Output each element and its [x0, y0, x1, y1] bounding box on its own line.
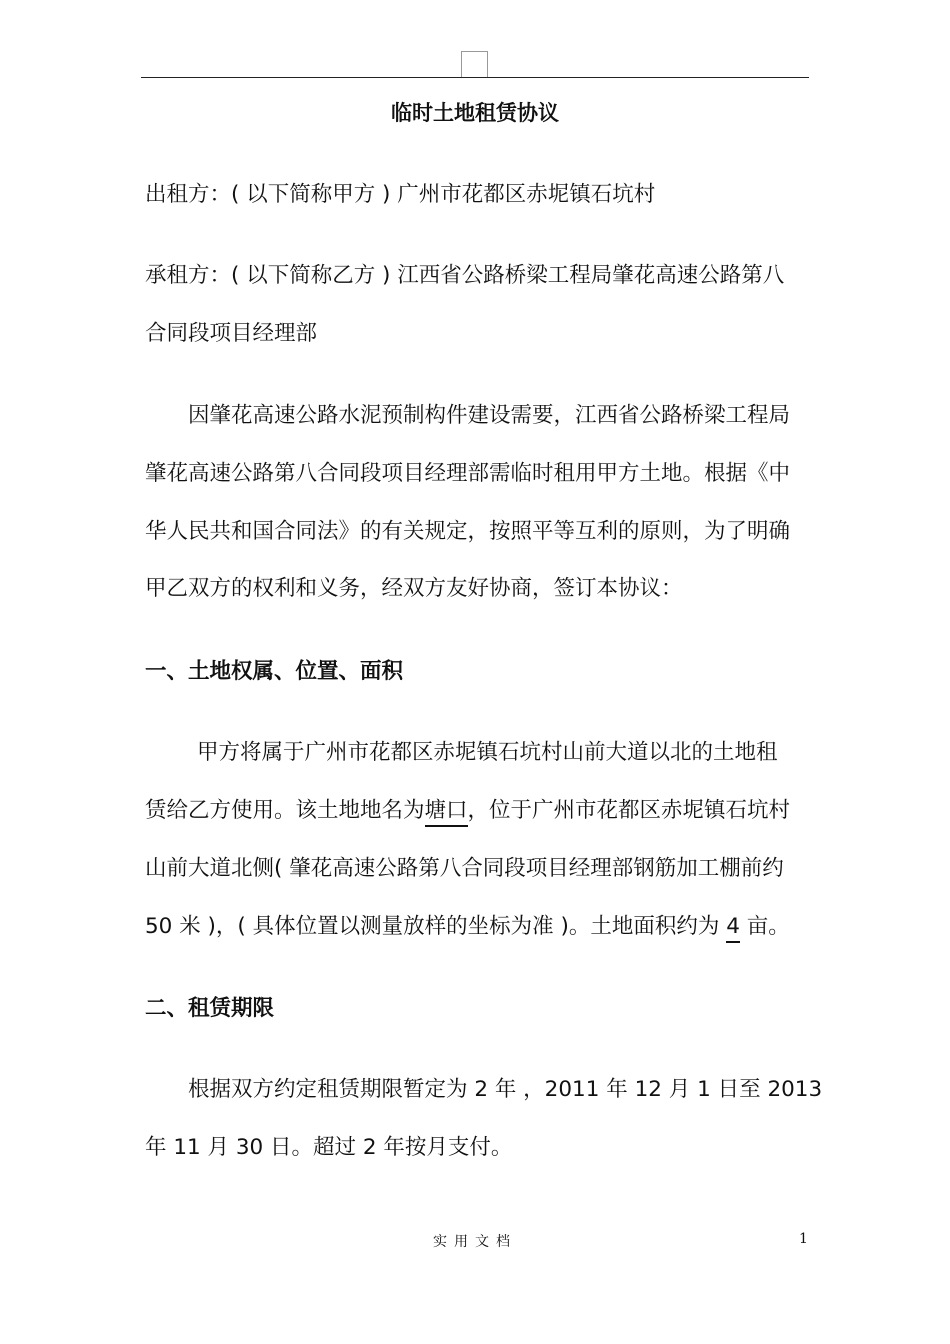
section1-line-4-pre: 50 米 )，( 具体位置以测量放样的坐标为准 )。土地面积约为 — [145, 914, 727, 939]
section1-line-4-post: 亩。 — [739, 914, 790, 939]
lessee-line-1: 承租方：( 以下简称乙方 ) 江西省公路桥梁工程局肇花高速公路第八 — [145, 263, 785, 288]
intro-line-2: 肇花高速公路第八合同段项目经理部需临时租用甲方土地。根据《中 — [145, 461, 791, 486]
document-title: 临时土地租赁协议 — [391, 101, 559, 125]
section1-line-2-post: ，位于广州市花都区赤坭镇石坑村 — [467, 798, 791, 823]
section1-line-3: 山前大道北侧( 肇花高速公路第八合同段项目经理部钢筋加工棚前约 — [145, 856, 784, 881]
section2-line-1: 根据双方约定租赁期限暂定为 2 年 ，2011 年 12 月 1 日至 2013 — [188, 1077, 823, 1102]
header-tab-box — [461, 51, 488, 77]
section1-line-2-pre: 赁给乙方使用。该土地地名为 — [145, 798, 425, 823]
intro-line-1: 因肇花高速公路水泥预制构件建设需要，江西省公路桥梁工程局 — [188, 403, 791, 428]
area-value-underlined: 4 — [726, 914, 740, 943]
section1-heading: 一、土地权属、位置、面积 — [145, 659, 404, 684]
footer-text: 实用文档 — [433, 1234, 517, 1250]
intro-line-3: 华人民共和国合同法》的有关规定，按照平等互利的原则，为了明确 — [145, 519, 791, 544]
section1-line-1: 甲方将属于广州市花都区赤坭镇石坑村山前大道以北的土地租 — [197, 740, 778, 765]
page-number: 1 — [799, 1231, 808, 1247]
place-name-underlined: 塘口 — [425, 798, 468, 827]
header-rule — [141, 77, 809, 78]
section2-line-2: 年 11 月 30 日。超过 2 年按月支付。 — [145, 1135, 513, 1160]
section1-line-2 — [145, 795, 790, 827]
intro-line-4: 甲乙双方的权利和义务，经双方友好协商，签订本协议： — [145, 576, 683, 601]
lessor-line: 出租方：( 以下简称甲方 ) 广州市花都区赤坭镇石坑村 — [145, 182, 656, 207]
section2-heading: 二、租赁期限 — [145, 996, 275, 1021]
section1-line-4 — [145, 911, 790, 943]
lessee-line-2: 合同段项目经理部 — [145, 321, 318, 346]
